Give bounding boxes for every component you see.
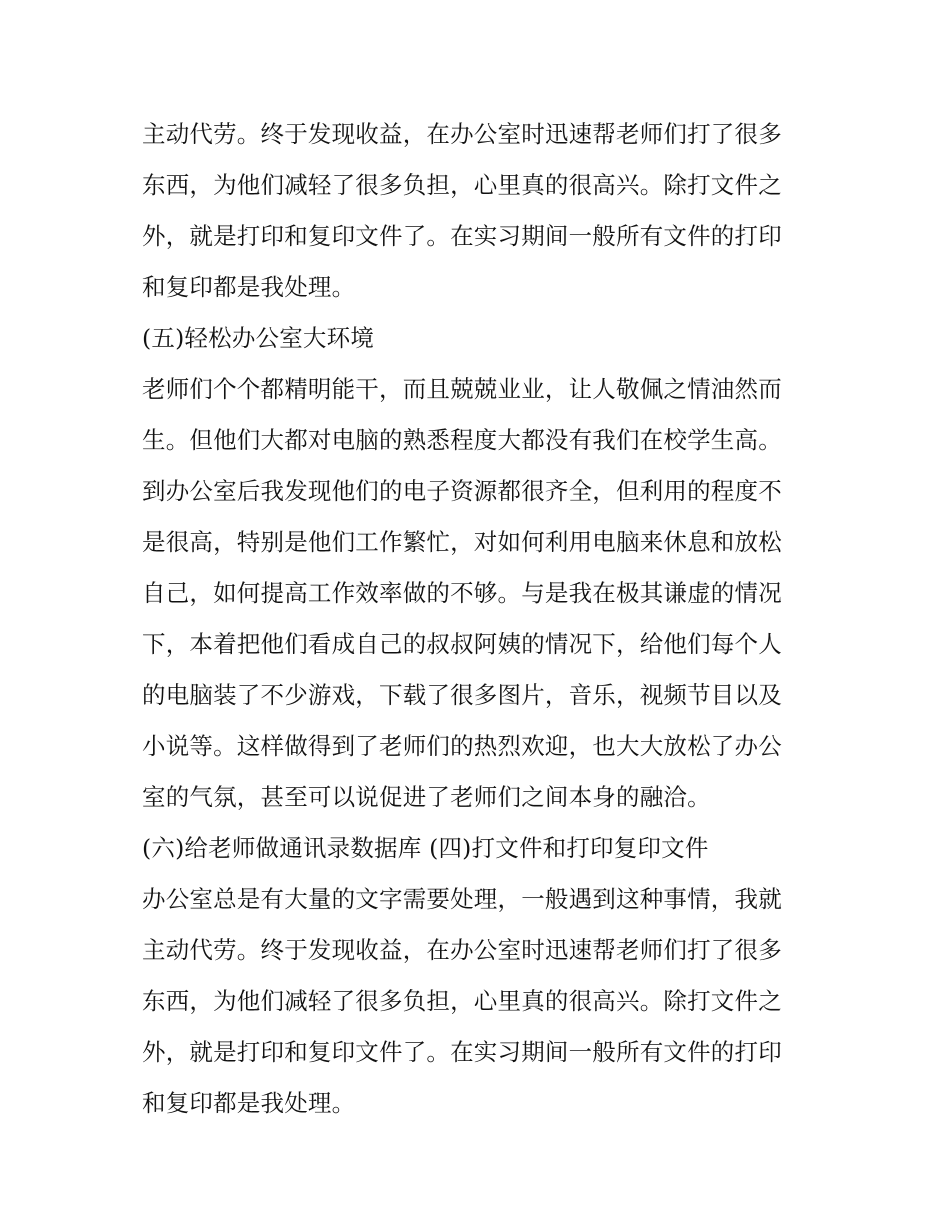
text-line: 外，就是打印和复印文件了。在实习期间一般所有文件的打印 xyxy=(142,222,782,250)
text-line: 生。但他们大都对电脑的熟悉程度大都没有我们在校学生高。 xyxy=(142,426,782,454)
text-line: 小说等。这样做得到了老师们的热烈欢迎，也大大放松了办公 xyxy=(142,732,782,760)
text-line: 室的气氛，甚至可以说促进了老师们之间本身的融洽。 xyxy=(142,783,711,811)
text-line: 和复印都是我处理。 xyxy=(142,273,356,301)
text-line: 和复印都是我处理。 xyxy=(142,1089,356,1117)
text-line: 办公室总是有大量的文字需要处理，一般遇到这种事情，我就 xyxy=(142,885,782,913)
text-line: 自己，如何提高工作效率做的不够。与是我在极其谦虚的情况 xyxy=(142,579,782,607)
text-line: 东西，为他们减轻了很多负担，心里真的很高兴。除打文件之 xyxy=(142,987,782,1015)
document-body xyxy=(142,109,822,1129)
text-line: 主动代劳。终于发现收益，在办公室时迅速帮老师们打了很多 xyxy=(142,936,782,964)
text-line: 是很高，特别是他们工作繁忙，对如何利用电脑来休息和放松 xyxy=(142,528,782,556)
text-line: 到办公室后我发现他们的电子资源都很齐全，但利用的程度不 xyxy=(142,477,782,505)
section-heading: (五)轻松办公室大环境 xyxy=(142,324,375,352)
text-line: 下，本着把他们看成自己的叔叔阿姨的情况下，给他们每个人 xyxy=(142,630,782,658)
text-line: 主动代劳。终于发现收益，在办公室时迅速帮老师们打了很多 xyxy=(142,120,782,148)
section-heading: (六)给老师做通讯录数据库 (四)打文件和打印复印文件 xyxy=(142,834,709,862)
text-line: 外，就是打印和复印文件了。在实习期间一般所有文件的打印 xyxy=(142,1038,782,1066)
text-line: 老师们个个都精明能干，而且兢兢业业，让人敬佩之情油然而 xyxy=(142,375,782,403)
text-line: 东西，为他们减轻了很多负担，心里真的很高兴。除打文件之 xyxy=(142,171,782,199)
text-line: 的电脑装了不少游戏，下载了很多图片，音乐，视频节目以及 xyxy=(142,681,782,709)
